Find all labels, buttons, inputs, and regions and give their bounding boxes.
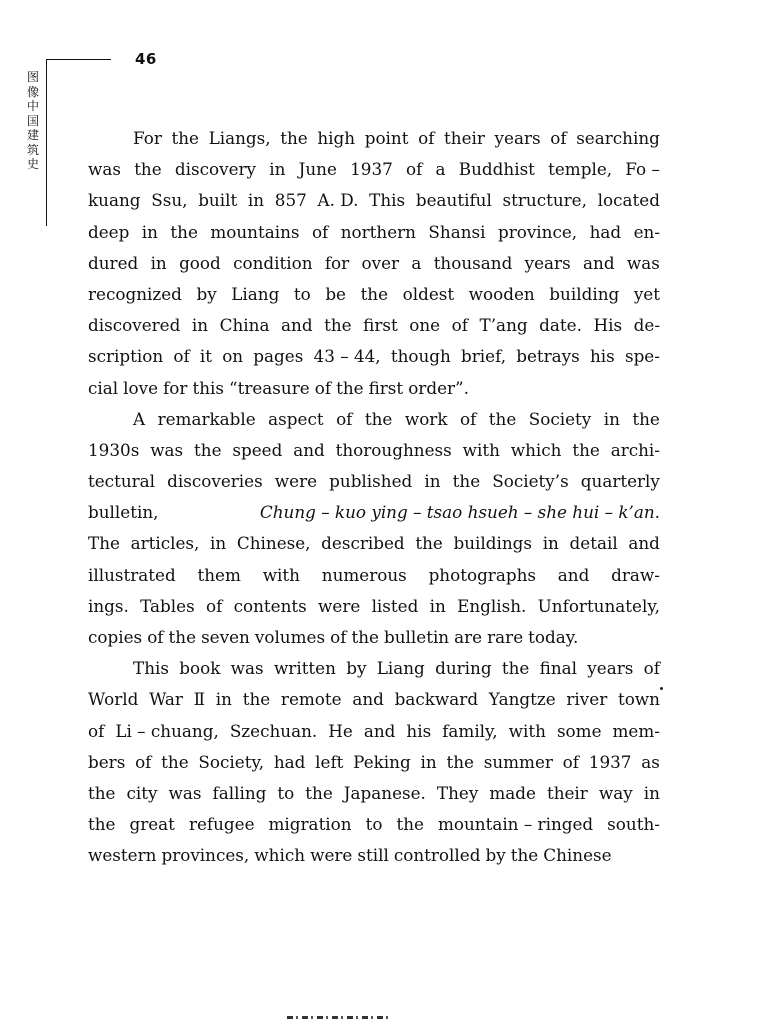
series-title-char: 国 xyxy=(26,113,39,128)
word: Society xyxy=(528,408,592,429)
word: He xyxy=(328,720,353,741)
word: in xyxy=(603,408,620,429)
word: copies xyxy=(88,627,143,647)
word: of xyxy=(418,128,435,148)
word: recognized xyxy=(88,283,182,304)
word: a xyxy=(435,159,446,180)
word: in xyxy=(643,782,660,803)
word: in xyxy=(429,595,446,616)
text-line xyxy=(88,466,660,497)
text-line xyxy=(88,528,660,559)
word: “treasure xyxy=(229,377,310,398)
word: thousand xyxy=(433,252,513,273)
word: with xyxy=(462,439,500,460)
word: today. xyxy=(528,627,579,647)
word: was xyxy=(168,782,202,803)
word: are xyxy=(454,627,483,647)
word: June xyxy=(298,159,337,180)
word: thoroughness xyxy=(335,439,452,460)
word: by xyxy=(485,845,506,866)
text-line xyxy=(88,560,660,591)
word: of xyxy=(406,159,423,180)
word: articles, xyxy=(130,533,200,554)
word: illustrated xyxy=(88,564,176,585)
word: photographs xyxy=(428,564,536,585)
word: and xyxy=(281,315,313,336)
word: described xyxy=(321,533,405,554)
text-line xyxy=(88,747,660,778)
series-title-char: 像 xyxy=(26,84,39,99)
word: Shansi xyxy=(428,221,486,242)
word: in xyxy=(542,533,559,554)
text-line xyxy=(88,653,660,684)
word: the xyxy=(305,782,333,803)
word: remote xyxy=(280,689,342,710)
word: high xyxy=(317,128,356,148)
word: in xyxy=(420,751,437,772)
word: of xyxy=(88,720,105,741)
word: His xyxy=(593,315,623,336)
word: Liang xyxy=(376,658,425,679)
word: to xyxy=(293,283,311,304)
word: first xyxy=(368,377,404,398)
word: 1930s xyxy=(88,439,140,460)
word: first xyxy=(363,315,398,336)
text-line xyxy=(88,435,660,466)
word: scription xyxy=(88,346,164,367)
word: the xyxy=(161,751,189,772)
word: buildings xyxy=(453,533,533,554)
word: the xyxy=(168,627,197,647)
word: Chinese, xyxy=(236,533,311,554)
word: Ⅱ xyxy=(193,689,206,710)
word: south- xyxy=(607,814,660,835)
word: building xyxy=(549,283,620,304)
text-line xyxy=(88,840,660,871)
text-line xyxy=(88,123,660,154)
text-line xyxy=(88,373,660,404)
word: tectural xyxy=(88,471,156,492)
word: War xyxy=(149,689,183,710)
word: falling xyxy=(212,782,267,803)
word: deep xyxy=(88,221,130,242)
word: Tables xyxy=(140,595,195,616)
word: in xyxy=(210,533,227,554)
word: book xyxy=(179,658,221,679)
word: with xyxy=(508,720,546,741)
word: Liangs, xyxy=(208,128,271,148)
word: volumes xyxy=(254,627,326,647)
text-line xyxy=(88,497,660,528)
word: city xyxy=(126,782,158,803)
word: quarterly xyxy=(580,471,660,492)
word: and xyxy=(352,689,384,710)
word: which xyxy=(510,439,562,460)
word: and xyxy=(583,252,615,273)
word: by xyxy=(196,283,217,304)
text-line xyxy=(88,684,660,715)
word: his xyxy=(589,346,615,367)
word: Japanese. xyxy=(343,782,426,803)
word: the xyxy=(134,159,162,180)
series-title-char: 图 xyxy=(26,70,39,84)
word: spe- xyxy=(624,346,660,367)
word: way xyxy=(598,782,633,803)
text-line xyxy=(88,622,660,653)
text-line xyxy=(88,809,660,840)
print-speck xyxy=(660,687,663,690)
word: speed xyxy=(232,439,283,460)
word: work xyxy=(404,408,448,429)
word: China xyxy=(219,315,270,336)
word: of xyxy=(643,658,660,679)
word: detail xyxy=(569,533,618,554)
word: published xyxy=(329,471,413,492)
text-line xyxy=(88,341,660,372)
text-line xyxy=(88,716,660,747)
word: Peking xyxy=(353,751,411,772)
word: river xyxy=(566,689,608,710)
word: controlled xyxy=(393,845,481,866)
word: refugee xyxy=(188,814,255,835)
word: remarkable xyxy=(157,408,256,429)
word: located xyxy=(597,190,660,211)
word: a xyxy=(411,252,422,273)
word: discovery xyxy=(174,159,257,180)
word: left xyxy=(315,751,344,772)
word: during xyxy=(435,658,492,679)
word: Liang xyxy=(231,283,280,304)
word: the xyxy=(170,221,198,242)
word: temple, xyxy=(548,159,613,180)
word: the xyxy=(396,814,424,835)
word: the xyxy=(501,658,530,679)
word: years xyxy=(524,252,571,273)
word: T’ang xyxy=(479,315,528,336)
word: were xyxy=(274,471,318,492)
word: were xyxy=(318,595,361,616)
word: Society, xyxy=(198,751,265,772)
word: one xyxy=(409,315,441,336)
word: of xyxy=(451,315,468,336)
word: of xyxy=(336,408,353,429)
word: dured xyxy=(88,252,139,273)
word: Society’s xyxy=(492,471,569,492)
word: Chung – kuo ying – tsao hsueh – she hui – k’an. xyxy=(259,502,660,523)
body-text xyxy=(88,123,660,872)
word: wooden xyxy=(468,283,535,304)
word: of xyxy=(314,377,332,398)
text-line xyxy=(88,310,660,341)
footer-scan-mark xyxy=(287,1016,392,1019)
word: of xyxy=(550,128,567,148)
word: the xyxy=(364,408,393,429)
word: years xyxy=(494,128,541,148)
word: the xyxy=(360,283,389,304)
word: the xyxy=(88,782,116,803)
word: Li – chuang, xyxy=(115,720,219,741)
word: love xyxy=(123,377,159,398)
word: summer xyxy=(483,751,553,772)
word: brief, xyxy=(461,346,507,367)
word: contents xyxy=(233,595,307,616)
word: pages xyxy=(253,346,304,367)
word: 857 xyxy=(274,190,307,211)
word: of xyxy=(330,627,347,647)
word: the xyxy=(510,845,539,866)
word: was xyxy=(88,159,121,180)
word: of xyxy=(205,595,223,616)
word: bulletin xyxy=(383,627,450,647)
series-title-char: 史 xyxy=(26,157,39,171)
word: kuang xyxy=(88,190,141,211)
word: 1937 xyxy=(588,751,632,772)
word: the xyxy=(488,408,517,429)
series-title-char: 建 xyxy=(26,128,39,142)
word: the xyxy=(324,315,352,336)
word: order”. xyxy=(408,377,469,398)
word: the xyxy=(452,471,481,492)
word: town xyxy=(617,689,660,710)
word: to xyxy=(277,782,295,803)
series-title-char: 中 xyxy=(26,99,39,113)
word: 43 – 44, xyxy=(313,346,381,367)
word: this xyxy=(192,377,224,398)
word: cial xyxy=(88,377,119,398)
word: in xyxy=(215,689,232,710)
word: en- xyxy=(633,221,660,242)
word: was xyxy=(626,252,660,273)
word: Yangtze xyxy=(488,689,556,710)
word: great xyxy=(129,814,175,835)
word: and xyxy=(293,439,325,460)
word: their xyxy=(546,782,588,803)
series-title-char: 筑 xyxy=(26,142,39,157)
word: Fo – xyxy=(625,159,660,180)
word: searching xyxy=(576,128,660,148)
word: the xyxy=(88,814,116,835)
word: their xyxy=(444,128,485,148)
word: oldest xyxy=(402,283,455,304)
word: it xyxy=(199,346,212,367)
text-line xyxy=(88,248,660,279)
word: over xyxy=(361,252,400,273)
word: written xyxy=(273,658,336,679)
word: ings. xyxy=(88,595,129,616)
word: in xyxy=(424,471,441,492)
word: on xyxy=(222,346,244,367)
word: archi- xyxy=(610,439,660,460)
word: migration xyxy=(268,814,352,835)
word: draw- xyxy=(611,564,660,585)
word: mountains xyxy=(210,221,300,242)
word: This xyxy=(369,190,406,211)
text-line xyxy=(88,154,660,185)
word: to xyxy=(365,814,383,835)
word: his xyxy=(406,720,432,741)
word: and xyxy=(363,720,396,741)
word: made xyxy=(489,782,536,803)
word: The xyxy=(88,533,120,554)
word: aspect xyxy=(268,408,324,429)
word: betrays xyxy=(516,346,580,367)
word: A. D. xyxy=(317,190,359,211)
word: English. xyxy=(457,595,527,616)
word: and xyxy=(557,564,590,585)
word: the xyxy=(351,627,379,647)
page-number: 46 xyxy=(135,50,157,68)
word: bulletin, xyxy=(88,502,159,523)
word: still xyxy=(357,845,389,866)
word: the xyxy=(336,377,364,398)
word: province, xyxy=(497,221,578,242)
word: the xyxy=(280,128,308,148)
word: in xyxy=(247,190,265,211)
word: in xyxy=(269,159,286,180)
word: 1937 xyxy=(350,159,393,180)
word: with xyxy=(262,564,300,585)
word: They xyxy=(436,782,479,803)
word: had xyxy=(273,751,306,772)
word: the xyxy=(171,128,199,148)
header-rule xyxy=(46,59,111,60)
word: mountain – ringed xyxy=(437,814,594,835)
word: final xyxy=(539,658,577,679)
word: discoveries xyxy=(167,471,263,492)
word: years xyxy=(587,658,634,679)
word: the xyxy=(446,751,474,772)
word: the xyxy=(194,439,222,460)
word: listed xyxy=(371,595,419,616)
word: provinces, xyxy=(161,845,250,866)
word: though xyxy=(390,346,451,367)
word: were xyxy=(310,845,353,866)
word: was xyxy=(230,658,264,679)
text-line xyxy=(88,591,660,622)
word: of xyxy=(562,751,579,772)
word: by xyxy=(346,658,367,679)
word: built xyxy=(198,190,238,211)
word: beautiful xyxy=(415,190,492,211)
word: seven xyxy=(201,627,250,647)
word: structure, xyxy=(502,190,587,211)
word: bers xyxy=(88,751,126,772)
word: northern xyxy=(340,221,416,242)
word: in xyxy=(141,221,158,242)
word: Unfortunately, xyxy=(537,595,660,616)
word: the xyxy=(572,439,600,460)
word: backward xyxy=(394,689,479,710)
word: For xyxy=(133,128,162,148)
word: discovered xyxy=(88,315,181,336)
word: for xyxy=(324,252,350,273)
word: the xyxy=(415,533,443,554)
word: de- xyxy=(633,315,660,336)
word: had xyxy=(589,221,622,242)
word: the xyxy=(632,408,660,429)
text-line xyxy=(88,778,660,809)
word: them xyxy=(197,564,241,585)
word: A xyxy=(133,408,146,429)
word: be xyxy=(325,283,346,304)
word: and xyxy=(628,533,660,554)
text-line xyxy=(88,185,660,216)
word: western xyxy=(88,845,157,866)
word: yet xyxy=(633,283,660,304)
word: mem- xyxy=(612,720,660,741)
word: World xyxy=(88,689,139,710)
word: date. xyxy=(539,315,582,336)
margin-rule xyxy=(46,59,47,226)
word: of xyxy=(147,627,164,647)
word: which xyxy=(254,845,306,866)
word: Ssu, xyxy=(151,190,188,211)
word: in xyxy=(150,252,167,273)
word: Buddhist xyxy=(458,159,535,180)
word: of xyxy=(459,408,477,429)
word: point xyxy=(364,128,409,148)
word: numerous xyxy=(321,564,407,585)
word: of xyxy=(173,346,190,367)
word: the xyxy=(242,689,271,710)
word: condition xyxy=(233,252,313,273)
word: as xyxy=(641,751,660,772)
word: in xyxy=(191,315,209,336)
word: of xyxy=(135,751,152,772)
word: Chinese xyxy=(543,845,612,866)
word: for xyxy=(163,377,188,398)
word: of xyxy=(311,221,329,242)
text-line xyxy=(88,217,660,248)
word: was xyxy=(150,439,184,460)
word: family, xyxy=(442,720,498,741)
word: good xyxy=(179,252,221,273)
word: rare xyxy=(487,627,524,647)
word: Szechuan. xyxy=(229,720,318,741)
word: some xyxy=(556,720,602,741)
text-line xyxy=(88,404,660,435)
vertical-series-title xyxy=(25,70,41,172)
word: This xyxy=(133,658,169,679)
text-line xyxy=(88,279,660,310)
